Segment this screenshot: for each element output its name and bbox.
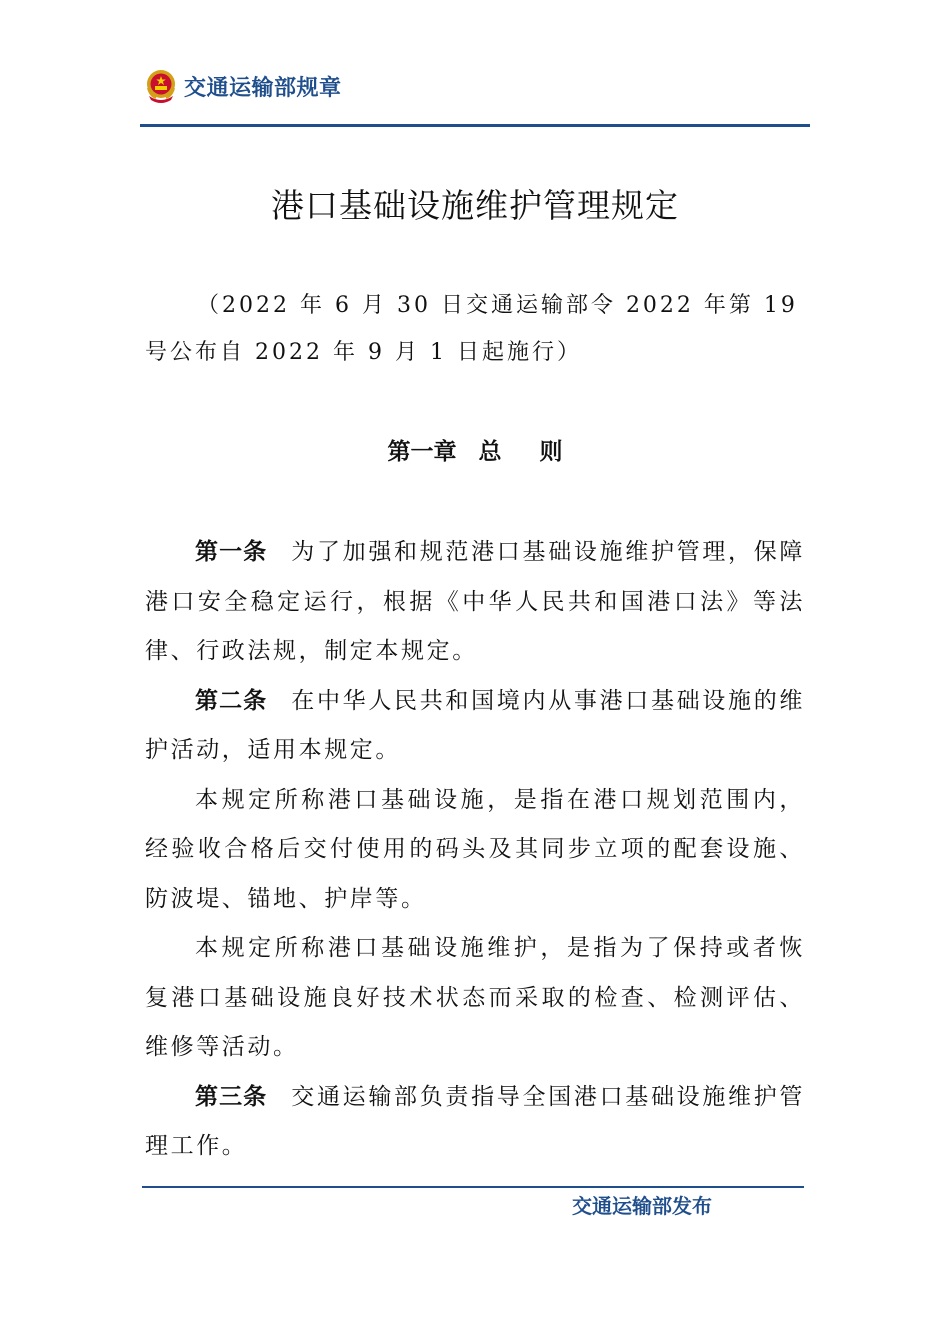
page-header: [144, 64, 342, 108]
article-label: 第二条: [195, 687, 268, 714]
footer-publisher: 交通运输部发布: [572, 1194, 712, 1218]
article-text: 在中华人民共和国境内从事港口基础设施的维护活动，适用本规定。: [145, 687, 806, 763]
chapter-number: 第一章: [387, 439, 457, 465]
article-label: 第三条: [195, 1083, 268, 1110]
article-text: 交通运输部负责指导全国港口基础设施维护管理工作。: [145, 1083, 806, 1159]
article-1: [145, 528, 805, 677]
footer-divider: [142, 1186, 804, 1188]
article-label: 第一条: [195, 539, 268, 565]
paragraph: 本规定所称港口基础设施维护，是指为了保持或者恢复港口基础设施良好技术状态而采取的检查、检测评估、维修等活动。: [145, 935, 805, 1060]
chapter-title-char-1: 总: [478, 439, 502, 465]
article-2: [145, 677, 805, 776]
document-body: [145, 528, 805, 1172]
publication-note: （2022 年 6 月 30 日交通运输部令 2022 年第 19 号公布自 2022 年 9 月 1 日起施行）: [145, 293, 798, 365]
chapter-title-char-2: 则: [539, 439, 563, 465]
article-3: [145, 1073, 805, 1172]
header-divider: [140, 124, 810, 127]
national-emblem-icon: [144, 68, 178, 104]
header-title: 交通运输部规章: [184, 75, 342, 101]
article-text: 为了加强和规范港口基础设施维护管理，保障港口安全稳定运行，根据《中华人民共和国港口法》等法律、行政法规，制定本规定。: [145, 539, 806, 664]
document-title: 港口基础设施维护管理规定: [271, 186, 679, 225]
chapter-heading: [0, 433, 950, 466]
paragraph: 本规定所称港口基础设施，是指在港口规划范围内，经验收合格后交付使用的码头及其同步立项的配套设施、防波堤、锚地、护岸等。: [145, 786, 805, 912]
